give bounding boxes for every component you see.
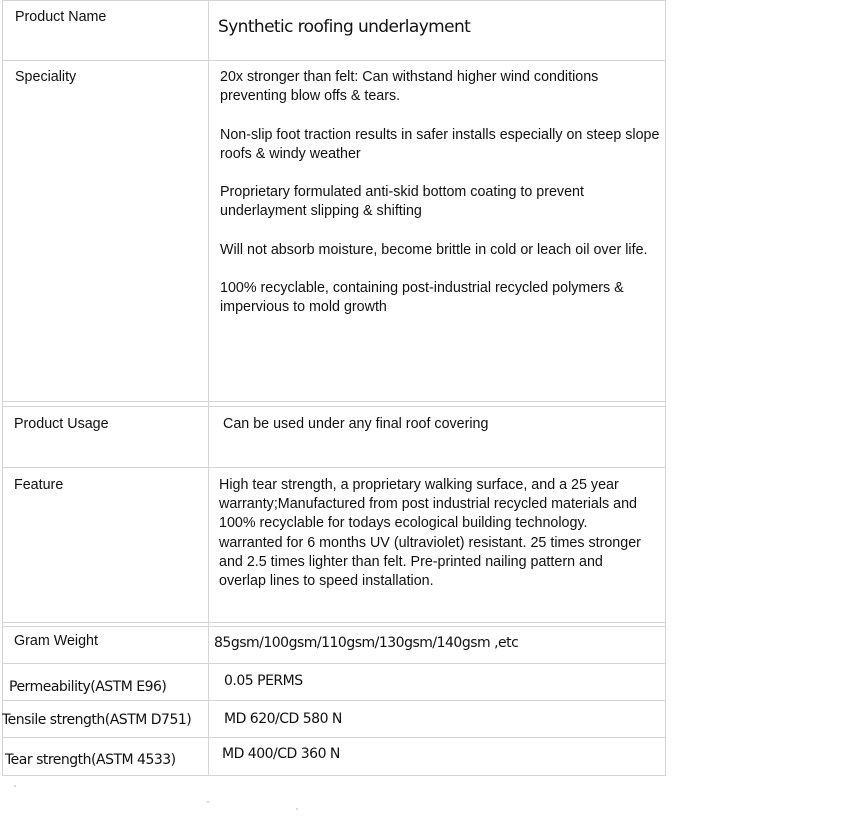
value-product-name: Synthetic roofing underlayment <box>218 17 471 37</box>
artifact-speck <box>14 785 16 787</box>
label-feature: Feature <box>14 477 64 493</box>
speciality-paragraph: 20x stronger than felt: Can withstand higher wind conditions preventing blow offs & tears. <box>220 69 599 105</box>
table-border-right <box>665 0 666 776</box>
row-divider <box>2 467 666 468</box>
value-tear-strength: MD 400/CD 360 N <box>222 746 340 762</box>
value-feature: High tear strength, a proprietary walking surface, and a 25 year warranty;Manufactured from post industrial recycled materials and 100% recyclable for todays ecological building technology. warranted for 6 months UV (ultraviolet) resistant. 25 times stronger and 2.5 times lighter than felt. Pre-printed nailing pattern and overlap lines to speed installation. <box>219 477 641 590</box>
label-speciality: Speciality <box>15 69 77 85</box>
row-divider <box>2 626 666 627</box>
row-divider <box>2 406 666 407</box>
value-permeability: 0.05 PERMS <box>224 673 303 689</box>
speciality-paragraph: Will not absorb moisture, become brittle in cold or leach oil over life. <box>220 241 648 258</box>
value-gram-weight: 85gsm/100gsm/110gsm/130gsm/140gsm ,etc <box>214 635 519 651</box>
row-divider <box>2 622 666 623</box>
label-product-name: Product Name <box>15 9 107 25</box>
row-divider <box>2 700 666 701</box>
row-divider <box>2 663 666 664</box>
table-border-top <box>2 0 666 1</box>
value-tensile-strength: MD 620/CD 580 N <box>224 711 342 727</box>
value-speciality <box>220 68 660 337</box>
column-divider <box>208 0 209 776</box>
table-border-left <box>2 0 3 776</box>
value-product-usage: Can be used under any final roof covering <box>223 416 489 432</box>
label-tensile-strength: Tensile strength(ASTM D751) <box>2 712 192 728</box>
label-permeability: Permeability(ASTM E96) <box>9 679 167 695</box>
speciality-paragraph: 100% recyclable, containing post-industrial recycled polymers & impervious to mold growth <box>220 280 624 316</box>
row-divider <box>2 60 666 61</box>
label-product-usage: Product Usage <box>14 416 109 432</box>
speciality-paragraph: Proprietary formulated anti-skid bottom coating to prevent underlayment slipping & shifting <box>220 184 584 220</box>
row-divider <box>2 737 666 738</box>
label-gram-weight: Gram Weight <box>14 633 98 649</box>
artifact-speck <box>296 808 298 810</box>
table-border-bottom <box>2 775 666 776</box>
label-tear-strength: Tear strength(ASTM 4533) <box>5 752 176 768</box>
speciality-paragraph: Non-slip foot traction results in safer installs especially on steep slope roofs & windy weather <box>220 126 660 162</box>
row-divider <box>2 401 666 402</box>
artifact-speck <box>207 801 209 803</box>
